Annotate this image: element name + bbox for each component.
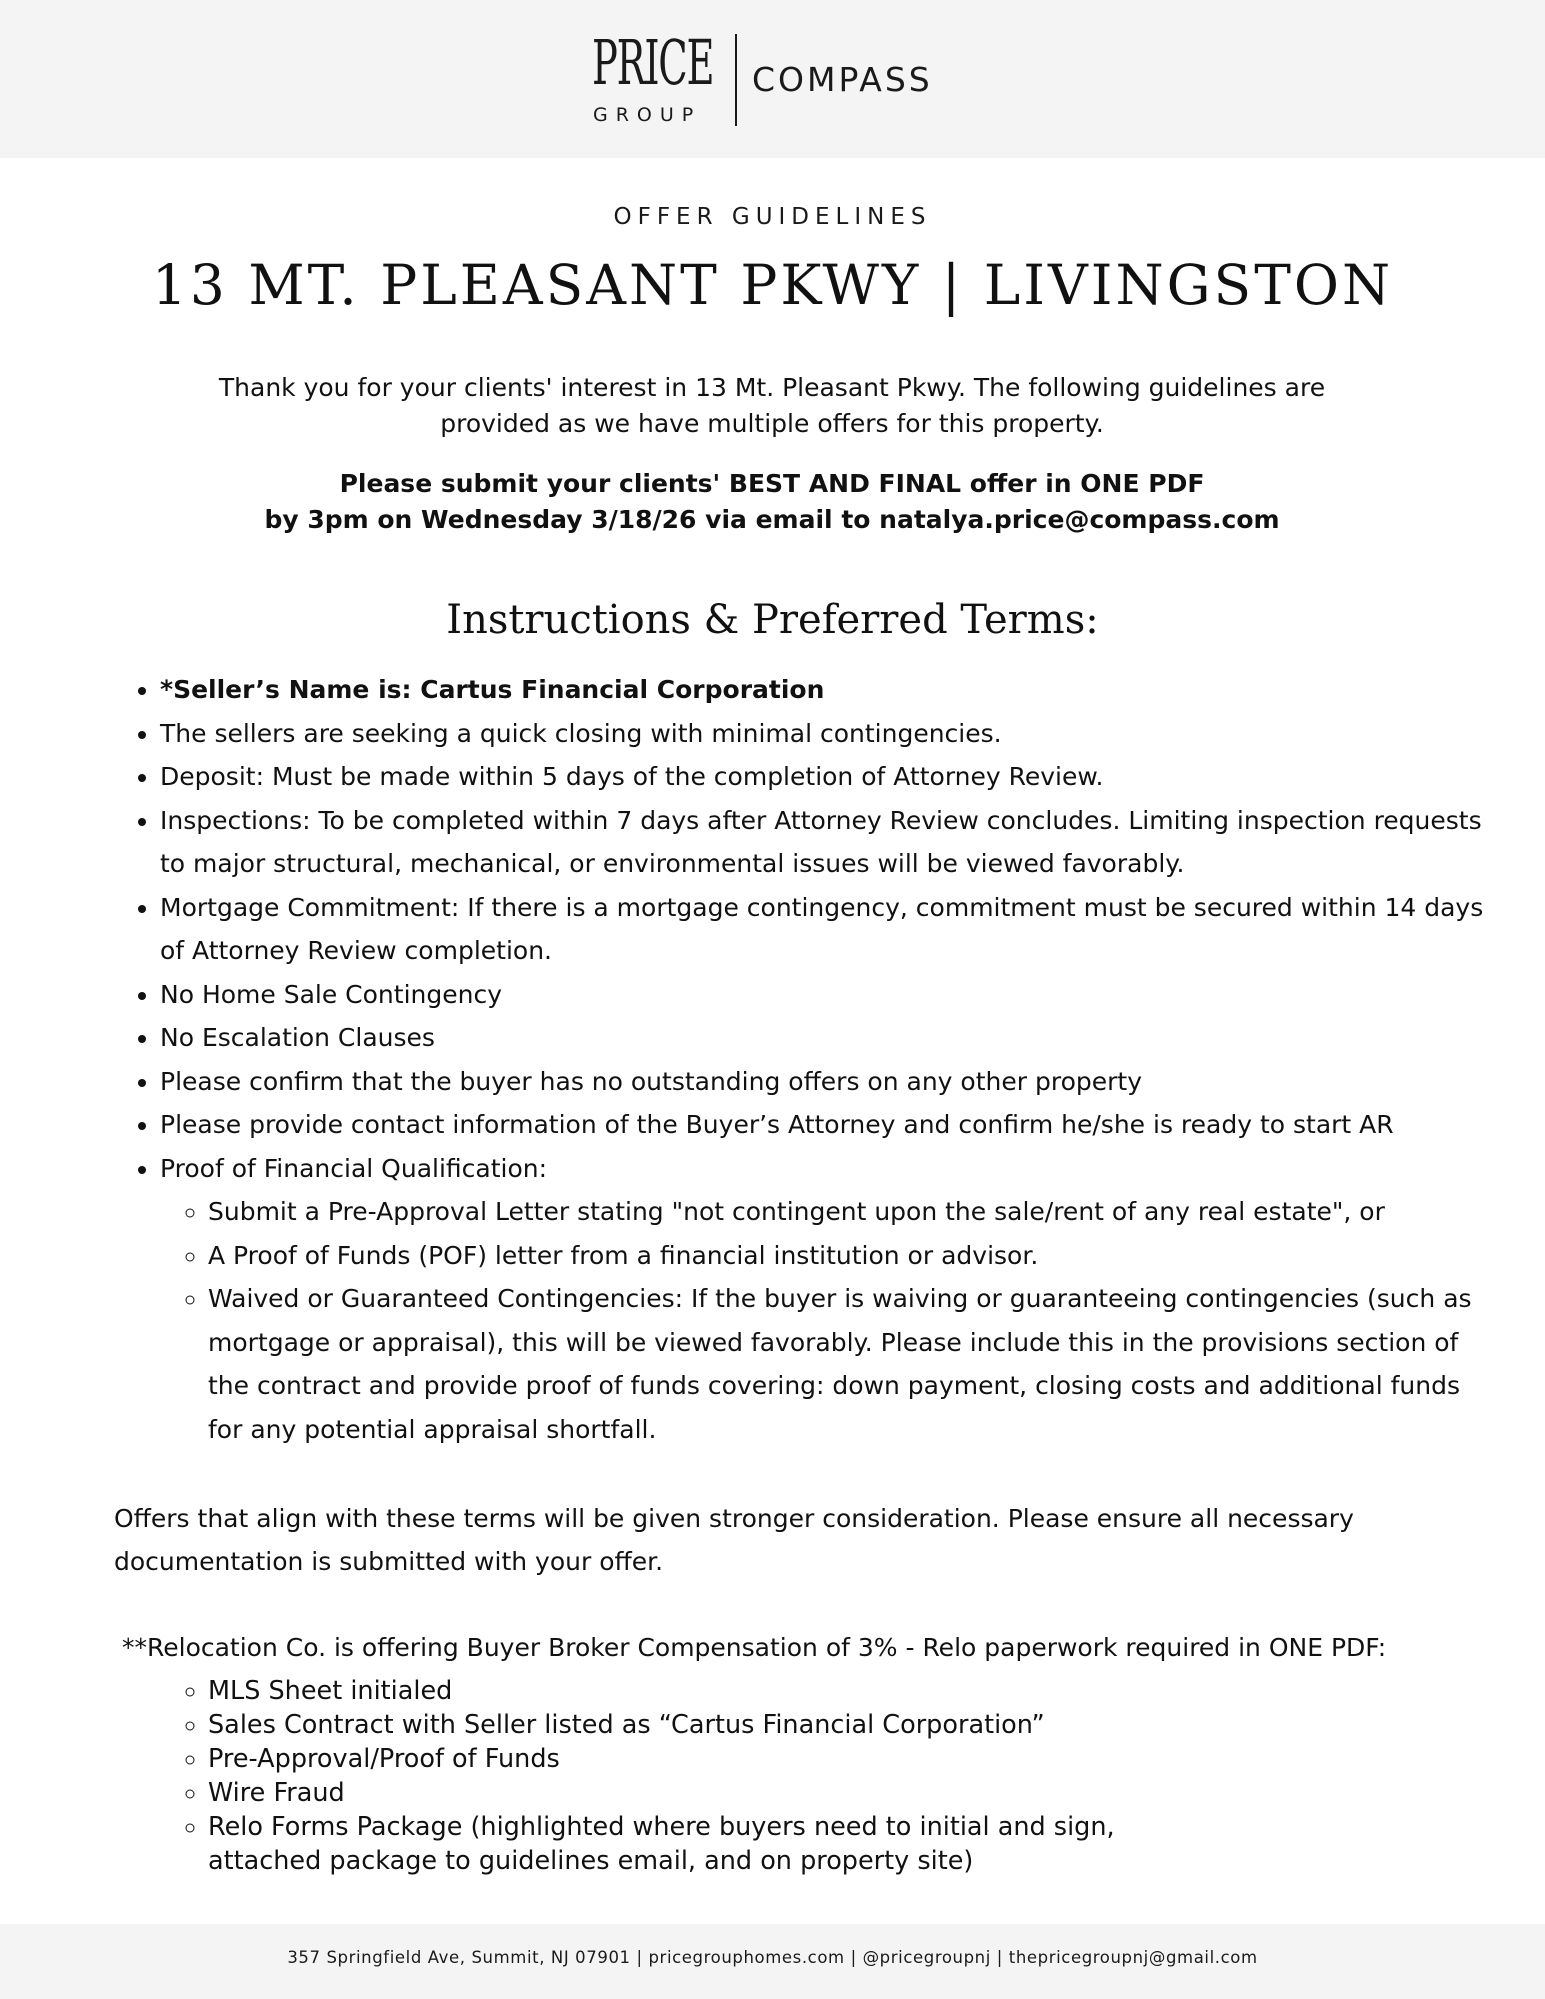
submission-line: by 3pm on Wednesday 3/18/26 via email to natalya.price@compass.com	[264, 505, 1280, 534]
intro-line: Thank you for your clients' interest in 13 Mt. Pleasant Pkwy. The following guidelines are	[218, 373, 1326, 402]
list-item-label: Proof of Financial Qualification:	[160, 1153, 548, 1183]
sublist-item: ◦ Submit a Pre-Approval Letter stating "not contingent upon the sale/rent of any real estate", or	[208, 1190, 1500, 1234]
list-item: • Deposit: Must be made within 5 days of the completion of Attorney Review.	[160, 755, 1500, 799]
list-item: • No Home Sale Contingency	[160, 973, 1500, 1017]
relocation-paperwork-list	[160, 1674, 1408, 1878]
list-item: ◦ Sales Contract with Seller listed as “Cartus Financial Corporation”	[208, 1708, 1408, 1742]
footer-contact-info: 357 Springfield Ave, Summit, NJ 07901 | pricegrouphomes.com | @pricegroupnj | thepricegroupnj@gmail.com	[287, 1948, 1258, 1967]
logo-divider	[735, 34, 737, 126]
header-band	[0, 0, 1545, 158]
intro-paragraph	[172, 370, 1372, 442]
list-item: • The sellers are seeking a quick closing with minimal contingencies.	[160, 712, 1500, 756]
sublist-item: ◦ A Proof of Funds (POF) letter from a financial institution or advisor.	[208, 1234, 1500, 1278]
list-item: • Please confirm that the buyer has no outstanding offers on any other property	[160, 1060, 1500, 1104]
list-item: ◦ Wire Fraud	[208, 1776, 1408, 1810]
list-item-line: attached package to guidelines email, and on property site)	[208, 1846, 974, 1876]
document-eyebrow: OFFER GUIDELINES	[613, 204, 932, 230]
intro-line: provided as we have multiple offers for this property.	[440, 409, 1104, 438]
list-item: • Please provide contact information of the Buyer’s Attorney and confirm he/she is ready to start AR	[160, 1103, 1500, 1147]
closing-line: documentation is submitted with your offer.	[114, 1547, 664, 1576]
price-group-logo-subtitle: GROUP	[593, 104, 702, 126]
relocation-compensation-note: **Relocation Co. is offering Buyer Broker Compensation of 3% - Relo paperwork required in ONE PDF:	[122, 1633, 1387, 1662]
financial-qualification-sublist	[160, 1190, 1500, 1451]
submission-instructions	[172, 466, 1372, 538]
closing-paragraph	[114, 1497, 1414, 1583]
list-item-relo-forms	[208, 1810, 1408, 1878]
list-item: ◦ MLS Sheet initialed	[208, 1674, 1408, 1708]
list-item: • *Seller’s Name is: Cartus Financial Corporation	[160, 668, 1500, 712]
sublist-item: ◦ Waived or Guaranteed Contingencies: If the buyer is waiving or guaranteeing contingencies (such as mortgage or appraisal), this will be viewed favorably. Please include this in the provisions section of the contract and provide proof of funds covering: down payment, closing costs and additional funds for any potential appraisal shortfall.	[208, 1277, 1500, 1451]
footer-band	[0, 1924, 1545, 1999]
list-item: • Inspections: To be completed within 7 days after Attorney Review concludes. Limiting inspection requests to major structural, mechanical, or environmental issues will be viewed favorably.	[160, 799, 1500, 886]
compass-logo: COMPASS	[752, 60, 933, 99]
submission-line: Please submit your clients' BEST AND FINAL offer in ONE PDF	[339, 469, 1205, 498]
list-item: • Mortgage Commitment: If there is a mortgage contingency, commitment must be secured within 14 days of Attorney Review completion.	[160, 886, 1500, 973]
list-item-line: ◦ Relo Forms Package (highlighted where buyers need to initial and sign,	[208, 1812, 1115, 1842]
list-item-financial-qualification	[160, 1147, 1500, 1452]
closing-line: Offers that align with these terms will be given stronger consideration. Please ensure all necessary	[114, 1504, 1354, 1533]
list-item: ◦ Pre-Approval/Proof of Funds	[208, 1742, 1408, 1776]
price-group-logo-wordmark: PRICE	[592, 26, 714, 99]
list-item: • No Escalation Clauses	[160, 1016, 1500, 1060]
terms-list	[112, 668, 1500, 1451]
section-heading: Instructions & Preferred Terms:	[446, 597, 1099, 643]
page-title: 13 MT. PLEASANT PKWY | LIVINGSTON	[151, 253, 1394, 317]
